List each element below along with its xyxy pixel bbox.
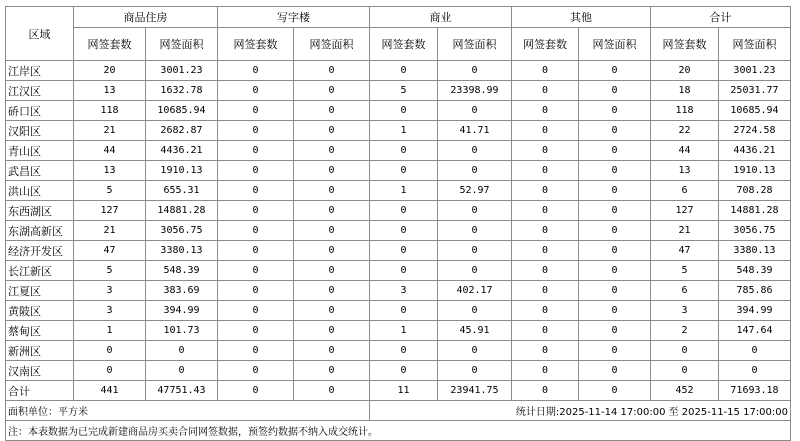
region-cell: 黄陂区 <box>6 301 74 321</box>
area-cell: 0 <box>294 201 370 221</box>
table-row <box>6 181 791 201</box>
area-cell: 0 <box>294 241 370 261</box>
count-cell: 0 <box>218 161 294 181</box>
region-cell: 洪山区 <box>6 181 74 201</box>
count-cell: 0 <box>218 221 294 241</box>
count-header: 网签套数 <box>651 28 719 61</box>
region-cell: 合计 <box>6 381 74 401</box>
area-cell: 0 <box>579 121 651 141</box>
count-cell: 1 <box>74 321 146 341</box>
count-cell: 0 <box>218 281 294 301</box>
area-header: 网签面积 <box>294 28 370 61</box>
table-row <box>6 281 791 301</box>
group-header-other: 其他 <box>512 7 651 28</box>
count-cell: 0 <box>218 81 294 101</box>
area-cell: 0 <box>579 361 651 381</box>
area-cell: 10685.94 <box>146 101 218 121</box>
area-cell: 1632.78 <box>146 81 218 101</box>
area-cell: 0 <box>438 241 512 261</box>
count-header: 网签套数 <box>370 28 438 61</box>
count-cell: 0 <box>218 181 294 201</box>
region-cell: 经济开发区 <box>6 241 74 261</box>
region-cell: 汉南区 <box>6 361 74 381</box>
area-cell: 383.69 <box>146 281 218 301</box>
table-row <box>6 61 791 81</box>
count-cell: 0 <box>370 261 438 281</box>
area-cell: 0 <box>438 161 512 181</box>
region-cell: 武昌区 <box>6 161 74 181</box>
area-cell: 0 <box>294 121 370 141</box>
count-cell: 0 <box>512 181 579 201</box>
area-cell: 0 <box>438 101 512 121</box>
count-cell: 0 <box>370 201 438 221</box>
count-cell: 0 <box>370 221 438 241</box>
count-cell: 47 <box>651 241 719 261</box>
area-cell: 0 <box>438 261 512 281</box>
area-cell: 0 <box>438 221 512 241</box>
count-cell: 0 <box>512 161 579 181</box>
table-row <box>6 101 791 121</box>
area-cell: 23398.99 <box>438 81 512 101</box>
area-cell: 0 <box>294 281 370 301</box>
count-cell: 18 <box>651 81 719 101</box>
area-cell: 0 <box>294 361 370 381</box>
area-cell: 2724.58 <box>719 121 791 141</box>
table-row <box>6 361 791 381</box>
area-cell: 0 <box>438 201 512 221</box>
group-header-residential: 商品住房 <box>74 7 218 28</box>
area-cell: 0 <box>579 161 651 181</box>
count-cell: 0 <box>370 101 438 121</box>
area-header: 网签面积 <box>146 28 218 61</box>
count-header: 网签套数 <box>74 28 146 61</box>
area-cell: 0 <box>294 321 370 341</box>
area-cell: 0 <box>438 361 512 381</box>
count-cell: 0 <box>218 141 294 161</box>
count-cell: 0 <box>651 341 719 361</box>
area-header: 网签面积 <box>719 28 791 61</box>
count-cell: 0 <box>512 221 579 241</box>
count-cell: 0 <box>512 381 579 401</box>
count-cell: 0 <box>218 261 294 281</box>
table-row <box>6 81 791 101</box>
table-row <box>6 121 791 141</box>
area-cell: 0 <box>579 301 651 321</box>
count-cell: 0 <box>651 361 719 381</box>
region-cell: 蔡甸区 <box>6 321 74 341</box>
count-cell: 5 <box>74 181 146 201</box>
count-cell: 0 <box>218 201 294 221</box>
area-cell: 0 <box>579 221 651 241</box>
count-cell: 0 <box>512 81 579 101</box>
count-cell: 0 <box>512 321 579 341</box>
area-cell: 3056.75 <box>719 221 791 241</box>
region-cell: 江岸区 <box>6 61 74 81</box>
count-cell: 0 <box>74 341 146 361</box>
group-header-commercial: 商业 <box>370 7 512 28</box>
count-cell: 0 <box>370 141 438 161</box>
count-cell: 1 <box>370 121 438 141</box>
count-cell: 118 <box>651 101 719 121</box>
area-cell: 0 <box>294 101 370 121</box>
region-cell: 新洲区 <box>6 341 74 361</box>
area-cell: 655.31 <box>146 181 218 201</box>
count-cell: 0 <box>512 241 579 261</box>
table-row <box>6 381 791 401</box>
count-cell: 441 <box>74 381 146 401</box>
area-cell: 23941.75 <box>438 381 512 401</box>
area-cell: 1910.13 <box>719 161 791 181</box>
area-cell: 101.73 <box>146 321 218 341</box>
area-header: 网签面积 <box>579 28 651 61</box>
table-row <box>6 241 791 261</box>
count-cell: 5 <box>370 81 438 101</box>
count-cell: 0 <box>512 201 579 221</box>
area-cell: 45.91 <box>438 321 512 341</box>
area-cell: 0 <box>438 141 512 161</box>
area-cell: 0 <box>579 61 651 81</box>
region-cell: 江汉区 <box>6 81 74 101</box>
count-cell: 20 <box>74 61 146 81</box>
area-cell: 0 <box>579 181 651 201</box>
area-cell: 394.99 <box>719 301 791 321</box>
area-cell: 0 <box>719 361 791 381</box>
header-row-groups <box>6 7 791 28</box>
count-cell: 0 <box>512 281 579 301</box>
area-cell: 708.28 <box>719 181 791 201</box>
area-cell: 0 <box>579 261 651 281</box>
table-row <box>6 201 791 221</box>
table-row <box>6 221 791 241</box>
area-cell: 0 <box>146 361 218 381</box>
area-cell: 0 <box>294 221 370 241</box>
table-row <box>6 341 791 361</box>
count-cell: 0 <box>512 301 579 321</box>
area-cell: 3380.13 <box>719 241 791 261</box>
count-cell: 127 <box>74 201 146 221</box>
area-cell: 52.97 <box>438 181 512 201</box>
count-cell: 0 <box>218 341 294 361</box>
area-cell: 25031.77 <box>719 81 791 101</box>
area-cell: 0 <box>579 341 651 361</box>
area-cell: 0 <box>719 341 791 361</box>
area-cell: 2682.87 <box>146 121 218 141</box>
area-cell: 0 <box>294 181 370 201</box>
count-cell: 5 <box>74 261 146 281</box>
count-cell: 0 <box>218 321 294 341</box>
area-cell: 147.64 <box>719 321 791 341</box>
count-cell: 13 <box>74 161 146 181</box>
count-cell: 0 <box>218 301 294 321</box>
count-cell: 0 <box>512 341 579 361</box>
area-cell: 3001.23 <box>719 61 791 81</box>
region-header: 区域 <box>6 7 74 61</box>
count-cell: 3 <box>74 301 146 321</box>
count-cell: 0 <box>218 241 294 261</box>
area-cell: 3380.13 <box>146 241 218 261</box>
region-cell: 青山区 <box>6 141 74 161</box>
count-cell: 118 <box>74 101 146 121</box>
count-cell: 21 <box>74 221 146 241</box>
count-cell: 0 <box>370 301 438 321</box>
count-cell: 13 <box>651 161 719 181</box>
area-cell: 785.86 <box>719 281 791 301</box>
count-cell: 0 <box>370 61 438 81</box>
area-cell: 0 <box>579 281 651 301</box>
table-body <box>6 61 791 401</box>
count-cell: 0 <box>512 361 579 381</box>
area-cell: 47751.43 <box>146 381 218 401</box>
area-cell: 0 <box>579 201 651 221</box>
count-cell: 0 <box>218 361 294 381</box>
count-cell: 0 <box>370 361 438 381</box>
area-cell: 41.71 <box>438 121 512 141</box>
count-cell: 6 <box>651 181 719 201</box>
count-cell: 0 <box>218 101 294 121</box>
area-cell: 0 <box>294 301 370 321</box>
area-cell: 0 <box>294 61 370 81</box>
header-row-metrics <box>6 28 791 61</box>
area-cell: 0 <box>579 321 651 341</box>
region-cell: 长江新区 <box>6 261 74 281</box>
area-cell: 0 <box>438 341 512 361</box>
count-cell: 20 <box>651 61 719 81</box>
count-cell: 3 <box>651 301 719 321</box>
area-cell: 0 <box>146 341 218 361</box>
area-cell: 71693.18 <box>719 381 791 401</box>
area-cell: 0 <box>579 381 651 401</box>
count-cell: 1 <box>370 181 438 201</box>
count-cell: 3 <box>74 281 146 301</box>
region-cell: 硚口区 <box>6 101 74 121</box>
region-cell: 东湖高新区 <box>6 221 74 241</box>
count-cell: 1 <box>370 321 438 341</box>
area-cell: 402.17 <box>438 281 512 301</box>
count-cell: 0 <box>512 101 579 121</box>
count-cell: 0 <box>370 341 438 361</box>
area-cell: 4436.21 <box>719 141 791 161</box>
area-cell: 548.39 <box>146 261 218 281</box>
count-cell: 127 <box>651 201 719 221</box>
group-header-total: 合计 <box>651 7 791 28</box>
count-cell: 2 <box>651 321 719 341</box>
count-header: 网签套数 <box>218 28 294 61</box>
area-cell: 0 <box>294 261 370 281</box>
table-row <box>6 261 791 281</box>
count-cell: 0 <box>512 121 579 141</box>
area-cell: 3056.75 <box>146 221 218 241</box>
count-cell: 6 <box>651 281 719 301</box>
area-cell: 10685.94 <box>719 101 791 121</box>
count-cell: 0 <box>370 161 438 181</box>
count-cell: 0 <box>218 381 294 401</box>
count-cell: 0 <box>218 121 294 141</box>
count-cell: 0 <box>370 241 438 261</box>
count-header: 网签套数 <box>512 28 579 61</box>
area-cell: 0 <box>579 241 651 261</box>
table-row <box>6 301 791 321</box>
count-cell: 0 <box>512 141 579 161</box>
area-cell: 0 <box>579 81 651 101</box>
area-cell: 0 <box>294 381 370 401</box>
count-cell: 13 <box>74 81 146 101</box>
count-cell: 21 <box>74 121 146 141</box>
footer-row <box>6 401 791 421</box>
area-cell: 0 <box>294 341 370 361</box>
area-cell: 0 <box>294 141 370 161</box>
note-row <box>6 421 791 441</box>
count-cell: 11 <box>370 381 438 401</box>
count-cell: 21 <box>651 221 719 241</box>
area-cell: 0 <box>579 141 651 161</box>
count-cell: 0 <box>512 61 579 81</box>
table-row <box>6 161 791 181</box>
region-cell: 汉阳区 <box>6 121 74 141</box>
area-cell: 394.99 <box>146 301 218 321</box>
area-cell: 0 <box>438 61 512 81</box>
area-cell: 14881.28 <box>146 201 218 221</box>
group-header-office: 写字楼 <box>218 7 370 28</box>
count-cell: 44 <box>74 141 146 161</box>
area-cell: 0 <box>294 81 370 101</box>
area-cell: 3001.23 <box>146 61 218 81</box>
count-cell: 3 <box>370 281 438 301</box>
footnote: 注：本表数据为已完成新建商品房买卖合同网签数据，预签约数据不纳入成交统计。 <box>6 421 791 441</box>
stat-period: 统计日期:2025-11-14 17:00:00 至 2025-11-15 17:00:00 <box>370 401 791 421</box>
count-cell: 44 <box>651 141 719 161</box>
count-cell: 22 <box>651 121 719 141</box>
count-cell: 0 <box>512 261 579 281</box>
area-cell: 0 <box>579 101 651 121</box>
count-cell: 47 <box>74 241 146 261</box>
count-cell: 452 <box>651 381 719 401</box>
area-cell: 548.39 <box>719 261 791 281</box>
area-cell: 4436.21 <box>146 141 218 161</box>
area-cell: 14881.28 <box>719 201 791 221</box>
table-row <box>6 141 791 161</box>
area-cell: 0 <box>294 161 370 181</box>
count-cell: 0 <box>74 361 146 381</box>
unit-label: 面积单位：平方米 <box>6 401 370 421</box>
area-cell: 0 <box>438 301 512 321</box>
region-cell: 东西湖区 <box>6 201 74 221</box>
table-row <box>6 321 791 341</box>
count-cell: 0 <box>218 61 294 81</box>
area-cell: 1910.13 <box>146 161 218 181</box>
region-cell: 江夏区 <box>6 281 74 301</box>
sales-table <box>5 6 791 441</box>
area-header: 网签面积 <box>438 28 512 61</box>
count-cell: 5 <box>651 261 719 281</box>
